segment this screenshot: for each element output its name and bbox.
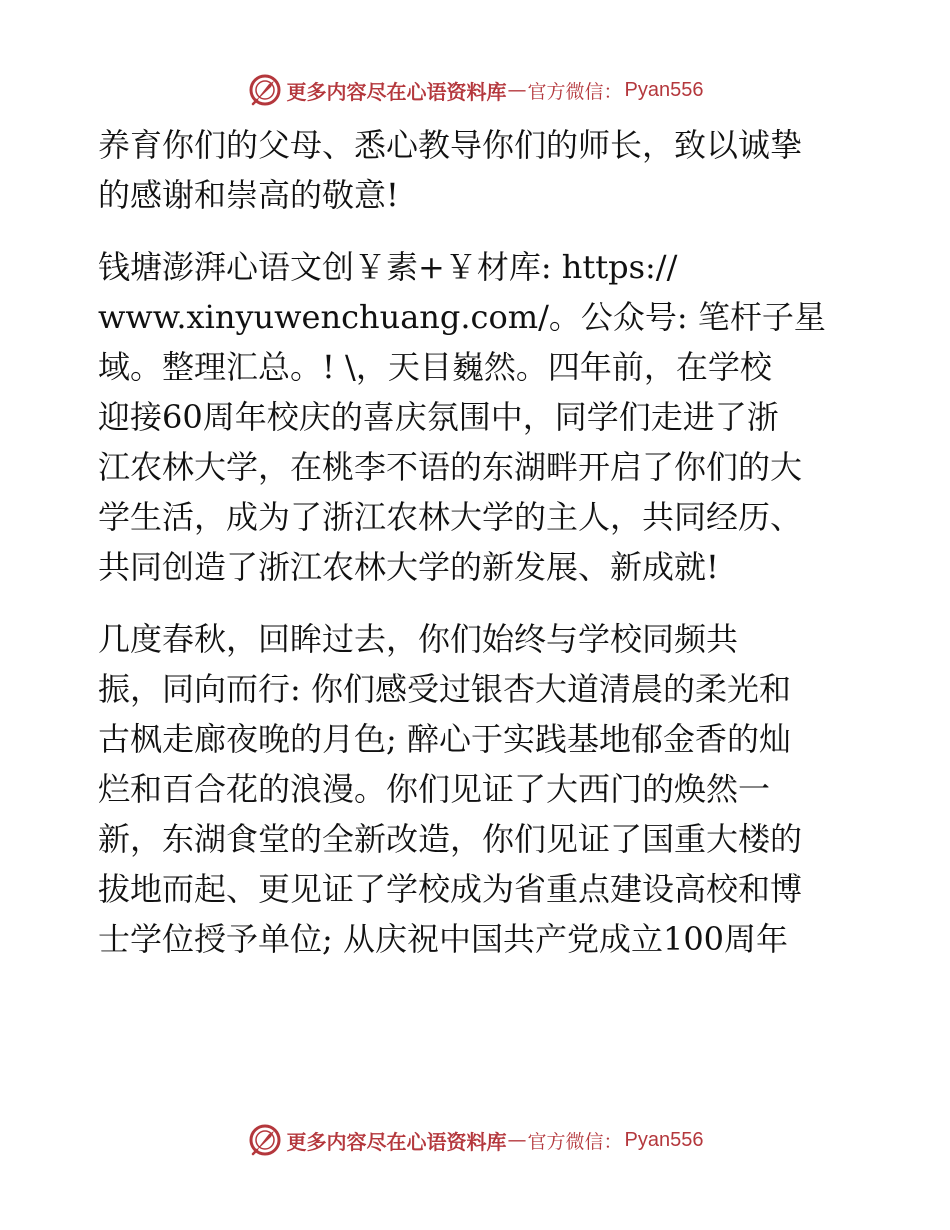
banner-wechat-id: Pyan556: [624, 1128, 704, 1151]
banner-dash: —: [507, 79, 527, 101]
text-line: 江农林大学，在桃李不语的东湖畔开启了你们的大: [98, 448, 803, 486]
text-line: www.xinyuwenchuang.com/。公众号: 笔杆子星: [98, 298, 826, 336]
document-body: [98, 120, 858, 986]
footer-banner: [0, 1118, 950, 1162]
banner-wechat-label: 官方微信：: [527, 80, 623, 103]
text-line: 拔地而起、更见证了学校成为省重点建设高校和博: [98, 870, 803, 908]
header-banner: [0, 68, 950, 112]
banner-wechat-id: Pyan556: [624, 78, 704, 101]
text-line: 士学位授予单位; 从庆祝中国共产党成立100周年: [98, 920, 789, 958]
pen-logo-icon: [247, 72, 283, 108]
text-line: 迎接60周年校庆的喜庆氛围中，同学们走进了浙: [98, 398, 779, 436]
banner-dash: —: [507, 1129, 527, 1151]
paragraph: [98, 120, 858, 220]
paragraph: [98, 614, 858, 964]
text-line: 的感谢和崇高的敬意!: [98, 176, 399, 214]
banner-wechat-label: 官方微信：: [527, 1130, 623, 1153]
paragraph: [98, 242, 858, 592]
banner-slogan: 更多内容尽在心语资料库: [286, 79, 507, 104]
text-line: 共同创造了浙江农林大学的新发展、新成就!: [98, 548, 719, 586]
banner-slogan: 更多内容尽在心语资料库: [286, 1129, 507, 1154]
pen-logo-icon: [247, 1122, 283, 1158]
text-line: 新，东湖食堂的全新改造，你们见证了国重大楼的: [98, 820, 803, 858]
text-line: 域。整理汇总。! \，天目巍然。四年前，在学校: [98, 348, 772, 386]
text-line: 烂和百合花的浪漫。你们见证了大西门的焕然一: [98, 770, 771, 808]
text-line: 几度春秋，回眸过去，你们始终与学校同频共: [98, 620, 739, 658]
text-line: 振，同向而行: 你们感受过银杏大道清晨的柔光和: [98, 670, 791, 708]
text-line: 古枫走廊夜晚的月色; 醉心于实践基地郁金香的灿: [98, 720, 791, 758]
text-line: 养育你们的父母、悉心教导你们的师长，致以诚挚: [98, 126, 803, 164]
text-line: 钱塘澎湃心语文创￥素+￥材库: https://: [98, 248, 678, 286]
text-line: 学生活，成为了浙江农林大学的主人，共同经历、: [98, 498, 803, 536]
